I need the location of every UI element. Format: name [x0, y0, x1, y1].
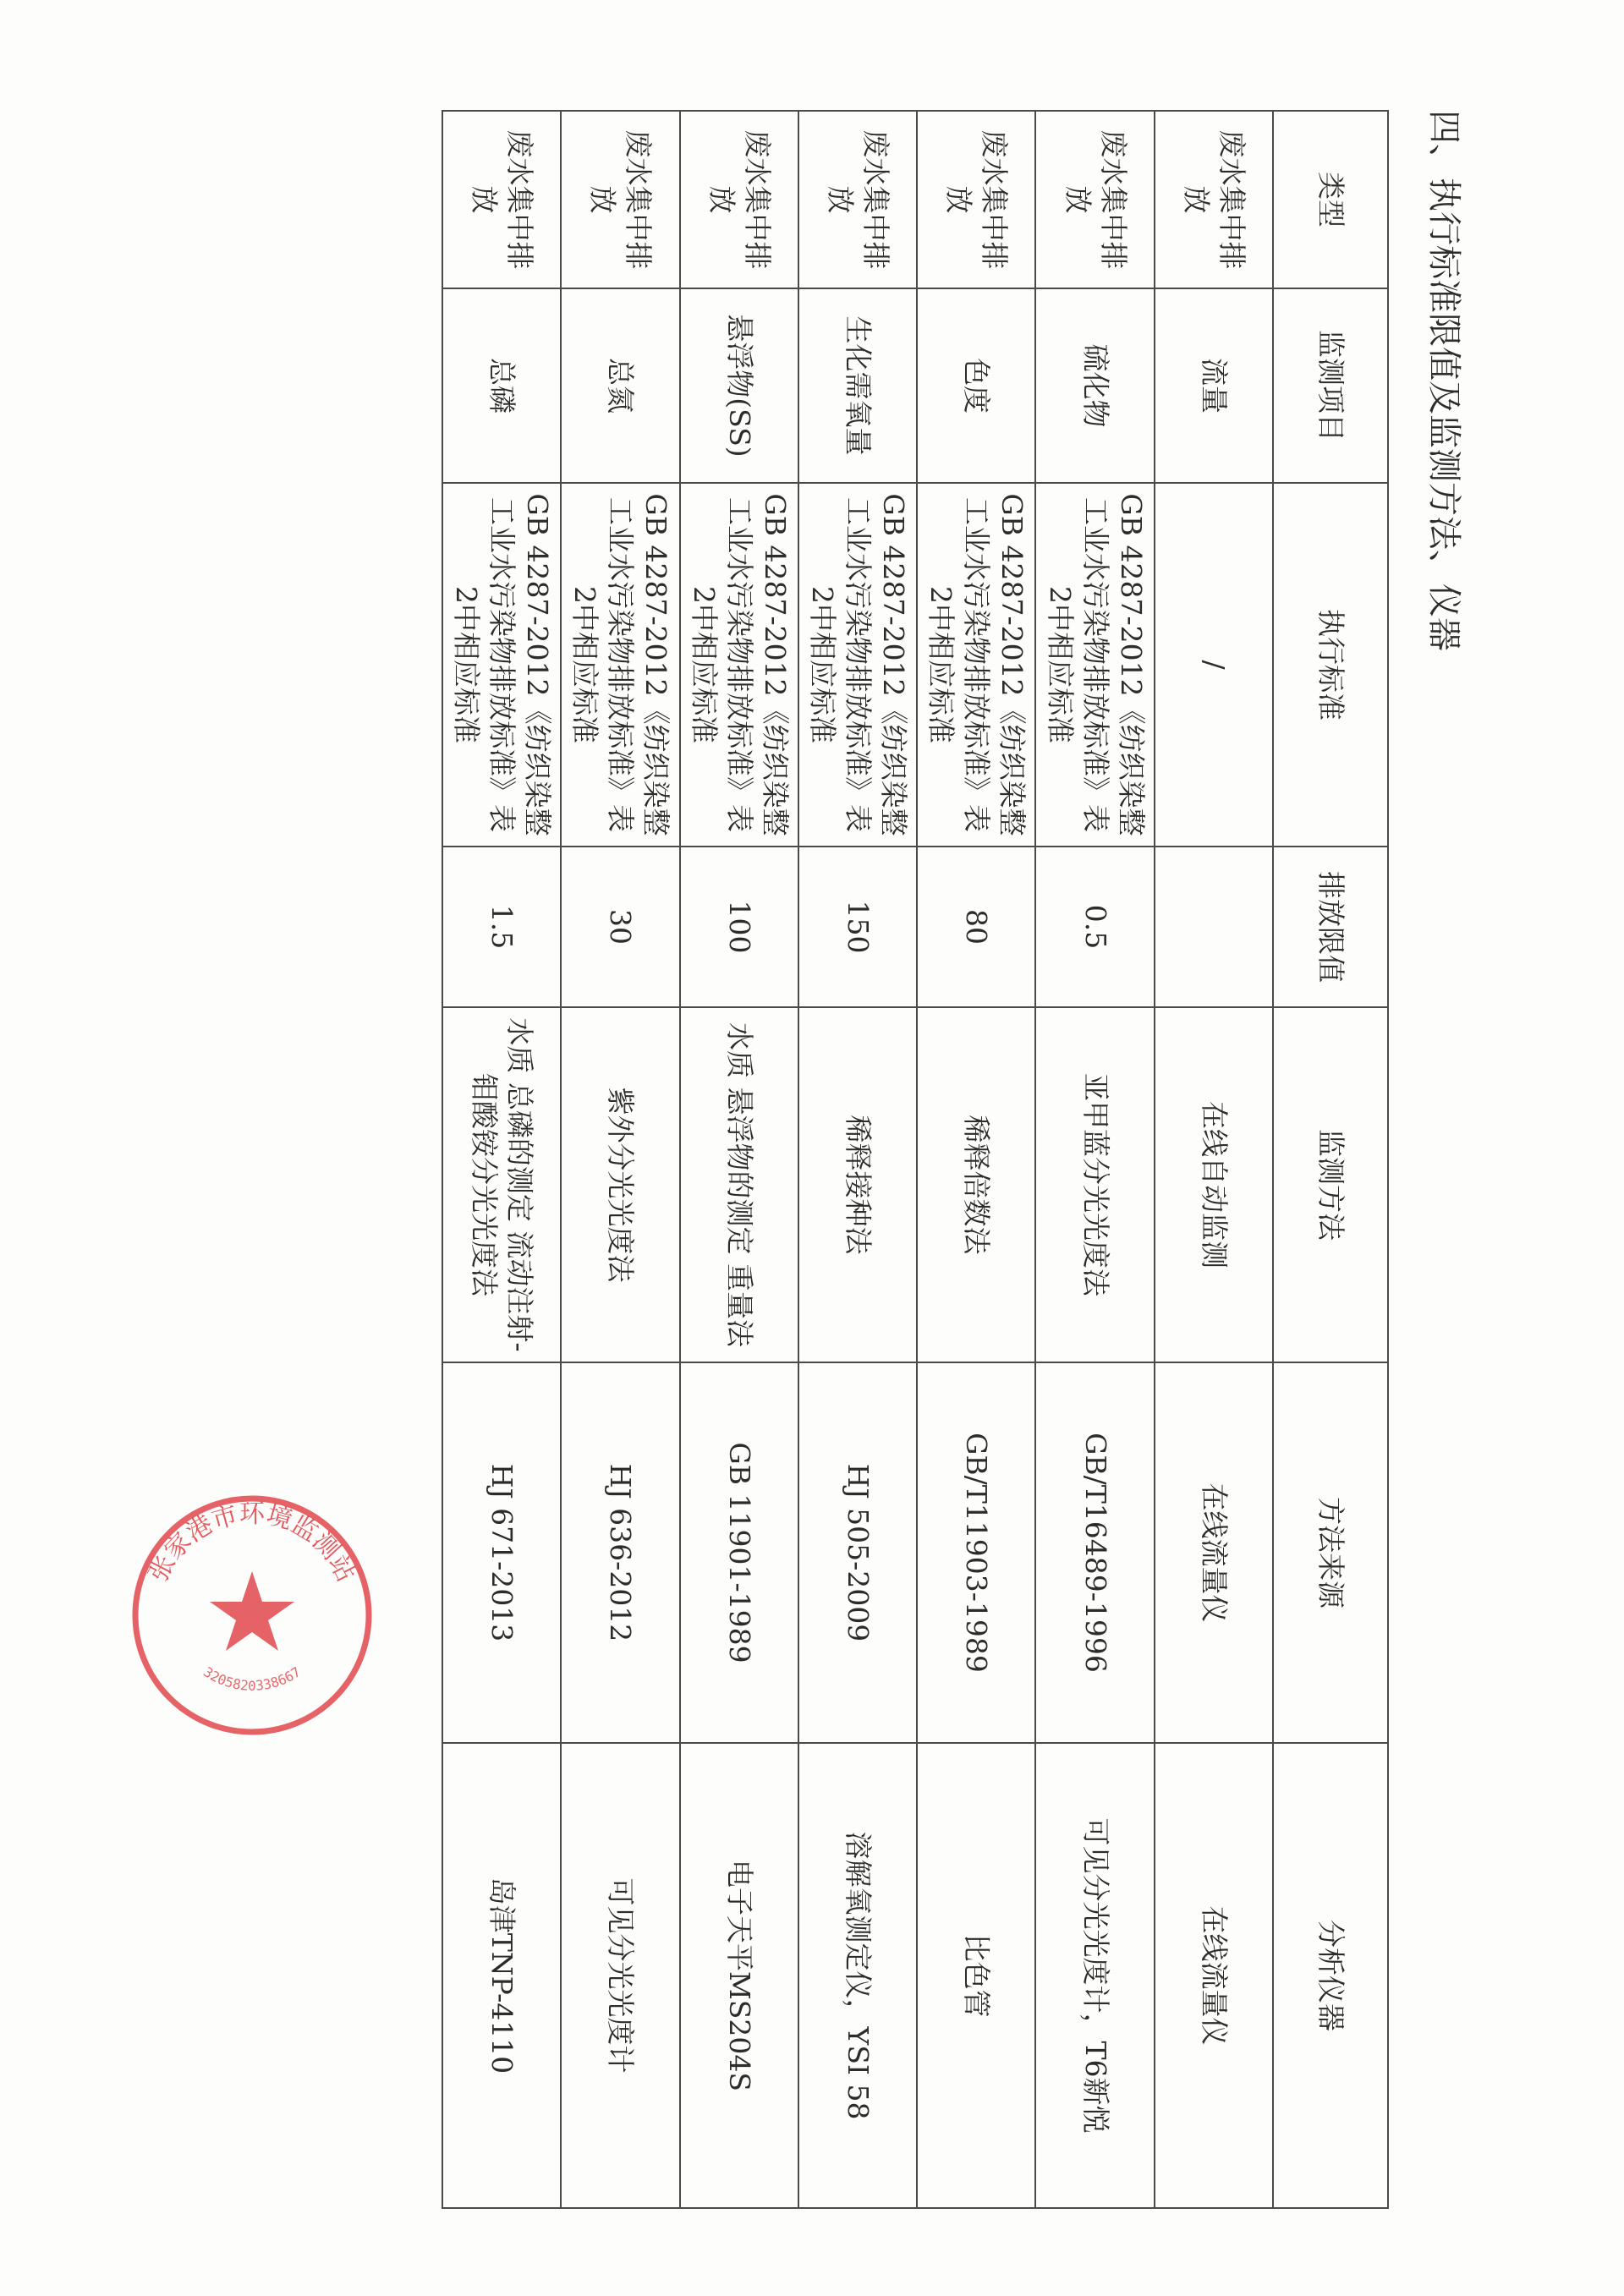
cell-source: HJ 505-2009 — [798, 1362, 917, 1743]
cell-standard: GB 4287-2012《纺织染整工业水污染物排放标准》表2中相应标准 — [442, 483, 561, 847]
seal-star-icon — [210, 1571, 294, 1651]
cell-type: 废水集中排放 — [917, 111, 1035, 288]
cell-instrument: 比色管 — [917, 1743, 1035, 2208]
cell-method: 稀释倍数法 — [917, 1007, 1035, 1362]
cell-source: GB/T11903-1989 — [917, 1362, 1035, 1743]
cell-instrument: 岛津TNP-4110 — [442, 1743, 561, 2208]
cell-standard: GB 4287-2012《纺织染整工业水污染物排放标准》表2中相应标准 — [798, 483, 917, 847]
cell-standard: GB 4287-2012《纺织染整工业水污染物排放标准》表2中相应标准 — [680, 483, 798, 847]
header-limit: 排放限值 — [1273, 847, 1388, 1007]
table-row — [1035, 111, 1154, 2208]
seal-text: 张家港市环境监测站 — [143, 1499, 361, 1587]
header-item: 监测项目 — [1273, 288, 1388, 483]
cell-standard: GB 4287-2012《纺织染整工业水污染物排放标准》表2中相应标准 — [1035, 483, 1154, 847]
page-title: 四、执行标准限值及监测方法、仪器 — [1424, 110, 1463, 651]
cell-source: HJ 636-2012 — [561, 1362, 679, 1743]
cell-type: 废水集中排放 — [1035, 111, 1154, 288]
cell-limit: 1.5 — [442, 847, 561, 1007]
header-type: 类型 — [1273, 111, 1388, 288]
cell-method: 水质 悬浮物的测定 重量法 — [680, 1007, 798, 1362]
cell-source: GB/T16489-1996 — [1035, 1362, 1154, 1743]
cell-limit: 30 — [561, 847, 679, 1007]
cell-item: 流量 — [1155, 288, 1273, 483]
table-row — [798, 111, 917, 2208]
cell-item: 硫化物 — [1035, 288, 1154, 483]
table-row — [1155, 111, 1273, 2208]
cell-method: 紫外分光光度法 — [561, 1007, 679, 1362]
cell-item: 色度 — [917, 288, 1035, 483]
cell-method: 水质 总磷的测定 流动注射-钼酸铵分光光度法 — [442, 1007, 561, 1362]
header-source: 方法来源 — [1273, 1362, 1388, 1743]
cell-standard: GB 4287-2012《纺织染整工业水污染物排放标准》表2中相应标准 — [917, 483, 1035, 847]
cell-method: 亚甲蓝分光光度法 — [1035, 1007, 1154, 1362]
cell-source: GB 11901-1989 — [680, 1362, 798, 1743]
cell-standard: / — [1155, 483, 1273, 847]
cell-instrument: 在线流量仪 — [1155, 1743, 1273, 2208]
cell-type: 废水集中排放 — [680, 111, 798, 288]
cell-item: 悬浮物(SS) — [680, 288, 798, 483]
cell-limit: 100 — [680, 847, 798, 1007]
cell-item: 生化需氧量 — [798, 288, 917, 483]
cell-standard: GB 4287-2012《纺织染整工业水污染物排放标准》表2中相应标准 — [561, 483, 679, 847]
cell-method: 稀释接种法 — [798, 1007, 917, 1362]
header-standard: 执行标准 — [1273, 483, 1388, 847]
header-row — [1273, 111, 1388, 2208]
header-instrument: 分析仪器 — [1273, 1743, 1388, 2208]
cell-method: 在线自动监测 — [1155, 1007, 1273, 1362]
cell-limit: 150 — [798, 847, 917, 1007]
rotated-document — [95, 110, 1482, 2207]
table-row — [442, 111, 561, 2208]
cell-type: 废水集中排放 — [442, 111, 561, 288]
cell-limit — [1155, 847, 1273, 1007]
cell-limit: 0.5 — [1035, 847, 1154, 1007]
cell-instrument: 溶解氧测定仪，YSI 58 — [798, 1743, 917, 2208]
cell-type: 废水集中排放 — [798, 111, 917, 288]
cell-instrument: 电子天平MS204S — [680, 1743, 798, 2208]
svg-text:3205820338667 — [200, 1663, 304, 1693]
cell-limit: 80 — [917, 847, 1035, 1007]
cell-source: HJ 671-2013 — [442, 1362, 561, 1743]
seal-number: 3205820338667 — [200, 1663, 304, 1694]
table-row — [680, 111, 798, 2208]
cell-instrument: 可见分光光度计，T6新悦 — [1035, 1743, 1154, 2208]
cell-item: 总磷 — [442, 288, 561, 483]
standards-table — [442, 110, 1389, 2209]
cell-type: 废水集中排放 — [561, 111, 679, 288]
cell-type: 废水集中排放 — [1155, 111, 1273, 288]
table-row — [561, 111, 679, 2208]
cell-source: 在线流量仪 — [1155, 1362, 1273, 1743]
table-row — [917, 111, 1035, 2208]
cell-instrument: 可见分光光度计 — [561, 1743, 679, 2208]
cell-item: 总氮 — [561, 288, 679, 483]
header-method: 监测方法 — [1273, 1007, 1388, 1362]
official-seal — [125, 1488, 379, 1742]
